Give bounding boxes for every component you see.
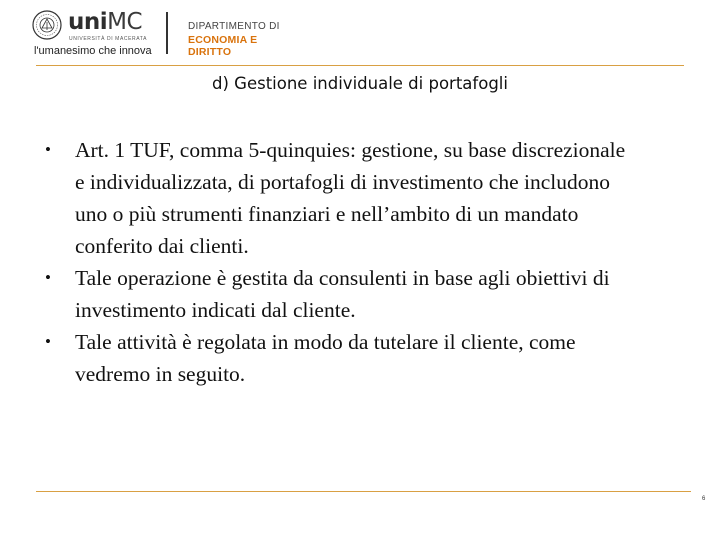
- department-label: DIPARTIMENTO DI: [188, 21, 280, 32]
- university-name-thin: MC: [107, 9, 143, 35]
- university-name-bold: uni: [68, 9, 108, 35]
- header-divider: [166, 12, 168, 54]
- slide-title: d) Gestione individuale di portafogli: [212, 74, 508, 93]
- department-name: ECONOMIA E DIRITTO: [188, 34, 258, 58]
- university-logo: [32, 8, 302, 58]
- bullet-marker: •: [45, 268, 51, 287]
- page-number: 6: [702, 496, 706, 502]
- university-tagline: l'umanesimo che innova: [34, 45, 152, 57]
- bullet-marker: •: [45, 140, 51, 159]
- university-name: [68, 10, 142, 34]
- bullet-marker: •: [45, 332, 51, 351]
- footer-rule: [36, 491, 691, 492]
- bullet-item: [45, 326, 635, 390]
- bullet-item: [45, 262, 635, 326]
- university-seal-icon: [32, 10, 62, 40]
- bullet-text: Tale operazione è gestita da consulenti in base agli obiettivi di investimento indicati dal cliente.: [75, 266, 610, 322]
- university-subtitle: UNIVERSITÀ DI MACERATA: [69, 36, 148, 42]
- bullet-list: [45, 134, 635, 390]
- header-rule: [36, 65, 684, 66]
- bullet-item: [45, 134, 635, 262]
- bullet-text: Art. 1 TUF, comma 5-quinquies: gestione, su base discrezionale e individualizzata, di portafogli di investimento che includono uno o più strumenti finanziari e nell’ambito di un mandato conferito dai clienti.: [75, 138, 626, 258]
- bullet-text: Tale attività è regolata in modo da tutelare il cliente, come vedremo in seguito.: [75, 330, 576, 386]
